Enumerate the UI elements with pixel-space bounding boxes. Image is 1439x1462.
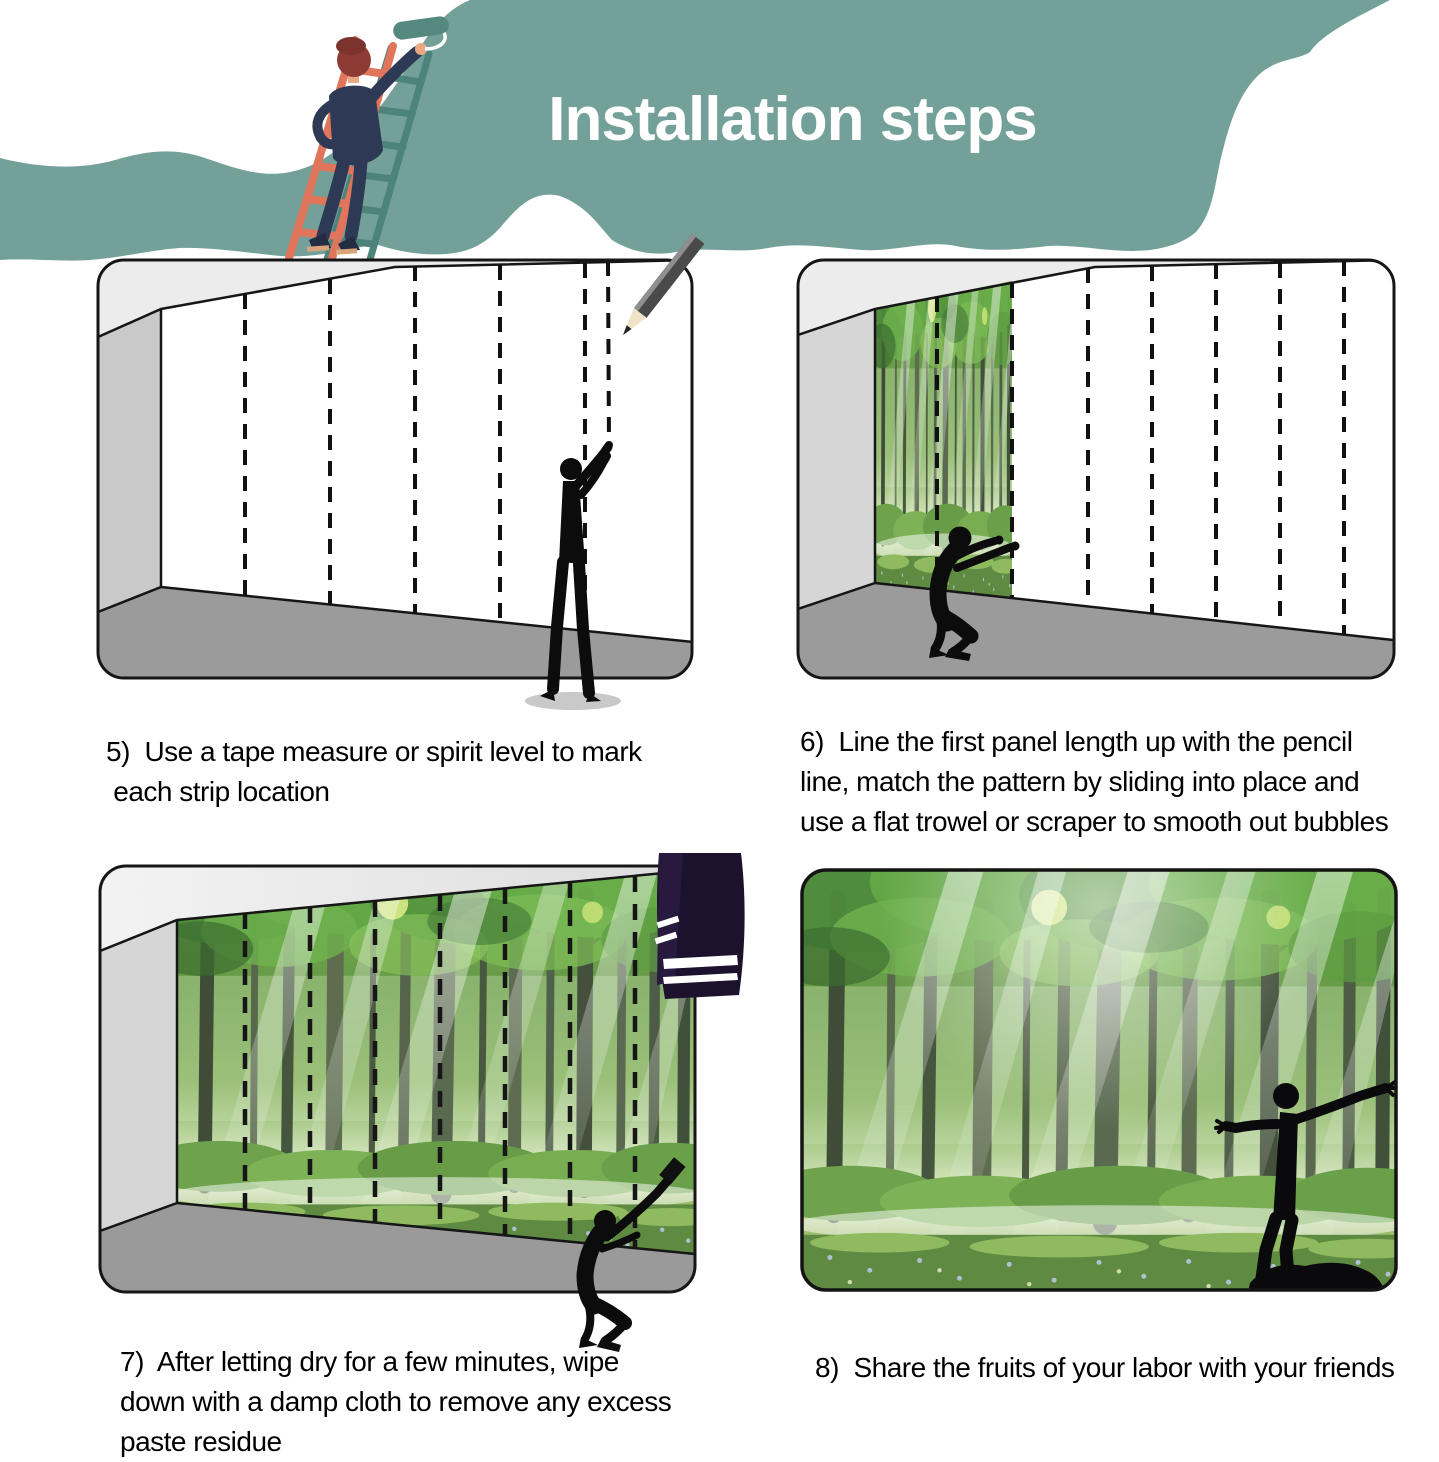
caption-line: each strip location xyxy=(106,776,330,807)
caption-line: 8) Share the fruits of your labor with your friends xyxy=(815,1352,1395,1383)
page-title: Installation steps xyxy=(548,85,1037,154)
step5-illustration xyxy=(95,257,695,681)
caption-line: paste residue xyxy=(120,1426,282,1457)
step8-illustration xyxy=(800,868,1398,1292)
step6-caption xyxy=(800,722,1439,842)
step6-illustration xyxy=(795,257,1397,681)
step7-illustration xyxy=(97,863,698,1295)
step5-caption xyxy=(106,732,726,812)
step8-caption xyxy=(815,1348,1439,1388)
caption-line: down with a damp cloth to remove any excess xyxy=(120,1386,672,1417)
caption-line: 6) Line the first panel length up with the pencil xyxy=(800,726,1353,757)
caption-line: use a flat trowel or scraper to smooth out bubbles xyxy=(800,806,1389,837)
left-wall xyxy=(100,920,177,1231)
left-wall xyxy=(798,309,875,609)
towel-icon xyxy=(655,853,745,999)
painter-on-ladder-illustration xyxy=(225,0,525,272)
caption-line: line, match the pattern by sliding into place and xyxy=(800,766,1360,797)
main-wall xyxy=(161,260,693,642)
caption-line: 7) After letting dry for a few minutes, wipe xyxy=(120,1346,619,1377)
left-wall xyxy=(98,309,161,612)
step7-caption xyxy=(120,1342,740,1462)
caption-line: 5) Use a tape measure or spirit level to mark xyxy=(106,736,642,767)
